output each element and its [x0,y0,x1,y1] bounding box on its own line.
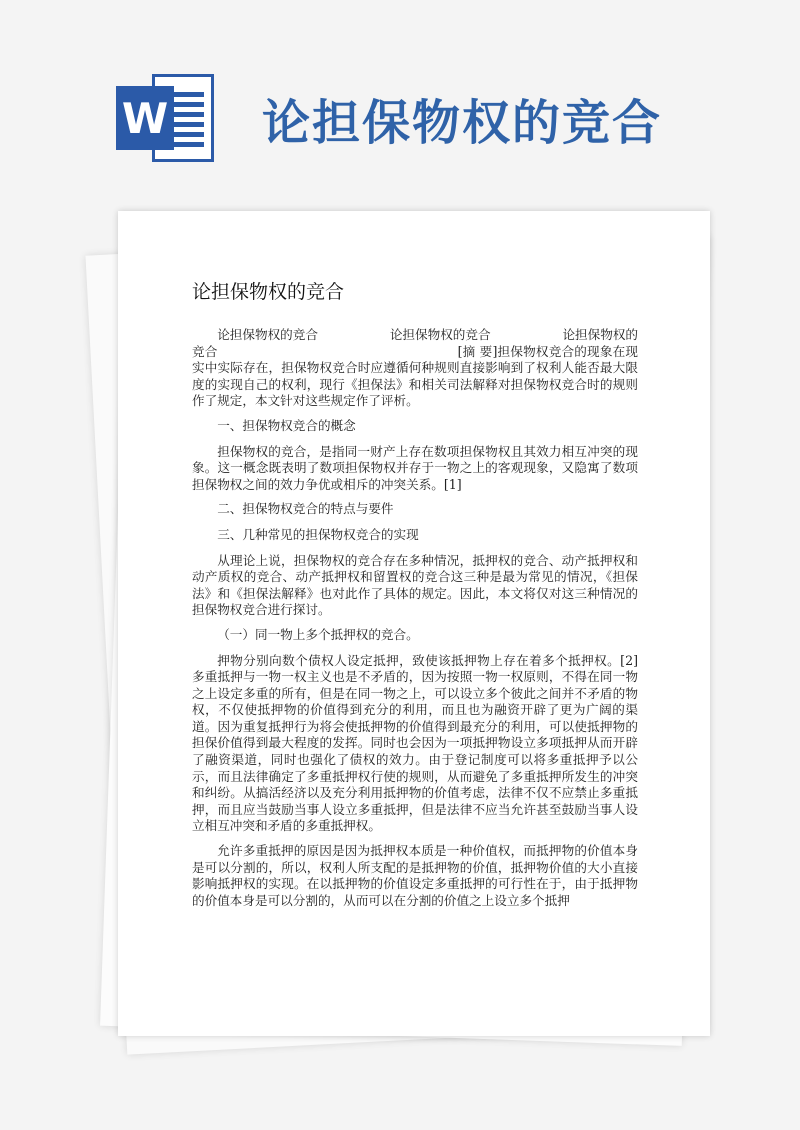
document-title: 论担保物权的竞合 [192,281,345,303]
section-heading-2: 二、担保物权竞合的特点与要件 [217,501,394,517]
document-body [192,327,638,917]
abstract-text: [摘 要]担保物权竞合的现象在现实中实际存在，担保物权竞合时应遵循何种规则直接影响到了权利人能否最大限度的实现自己的权利，现行《担保法》和相关司法解释对担保物权竞合时的规则作了规定，本文针对这些规定作了评析。 [192,343,638,409]
paragraph-3: 押物分别向数个债权人设定抵押，致使该抵押物上存在着多个抵押权。[2]多重抵押与一物一权主义也是不矛盾的，因为按照一物一权原则，不得在同一物之上设定多重的所有，但是在同一物之上，可以设立多个彼此之间并不矛盾的物权，不仅使抵押物的价值得到充分的利用，而且也为融资开辟了更为广阔的渠道。因为重复抵押行为将会使抵押物的价值得到最充分的利用，可以使抵押物的担保价值得到最大程度的发挥。同时也会因为一项抵押物设立多项抵押从而开辟了融资渠道，同时也强化了债权的效力。由于登记制度可以将多重抵押予以公示，而且法律确定了多重抵押权行使的规则，从而避免了多重抵押所发生的冲突和纠纷。从搞活经济以及充分利用抵押物的价值考虑，法律不仅不应禁止多重抵押，而且应当鼓励当事人设立多重抵押，但是法律不应当允许甚至鼓励当事人设立相互冲突和矛盾的多重抵押权。 [192,652,638,834]
abstract-start: 竞合 [192,343,218,359]
document-page [118,211,710,1036]
abstract-repeat-line [192,327,638,344]
section-heading-3: 三、几种常见的担保物权竞合的实现 [217,526,419,542]
abstract-repeat-item: 论担保物权的竞合 [217,327,318,342]
paragraph-4: 允许多重抵押的原因是因为抵押权本质是一种价值权，而抵押物的价值本身是可以分割的，所以，权利人所支配的是抵押物的价值，抵押物价值的大小直接影响抵押权的实现。在以抵押物的价值设定多重抵押的可行性在于，由于抵押物的价值本身是可以分割的，从而可以在分割的价值之上设立多个抵押 [192,843,638,908]
paragraph-1: 担保物权的竞合，是指同一财产上存在数项担保物权且其效力相互冲突的现象。这一概念既表明了数项担保物权并存于一物之上的客观现象，又隐寓了数项担保物权之间的效力争优或相斥的冲突关系。[1] [192,443,638,492]
abstract-paragraph [192,344,638,410]
word-document-icon [108,70,220,166]
paragraph-2: 从理论上说，担保物权的竞合存在多种情况，抵押权的竞合、动产抵押权和动产质权的竞合、动产抵押权和留置权的竞合这三种是最为常见的情况，《担保法》和《担保法解释》也对此作了具体的规定。因此，本文将仅对这三种情况的担保物权竞合进行探讨。 [192,552,638,618]
abstract-repeat-item: 论担保物权的竞合 [389,327,491,342]
abstract-repeat-item: 论担保物权的 [562,327,638,342]
word-letter-w: W [116,86,174,150]
subsection-heading-1: （一）同一物上多个抵押权的竞合。 [217,626,419,642]
header-banner [0,0,800,200]
section-heading-1: 一、担保物权竞合的概念 [217,417,356,433]
banner-title: 论担保物权的竞合 [262,95,663,151]
